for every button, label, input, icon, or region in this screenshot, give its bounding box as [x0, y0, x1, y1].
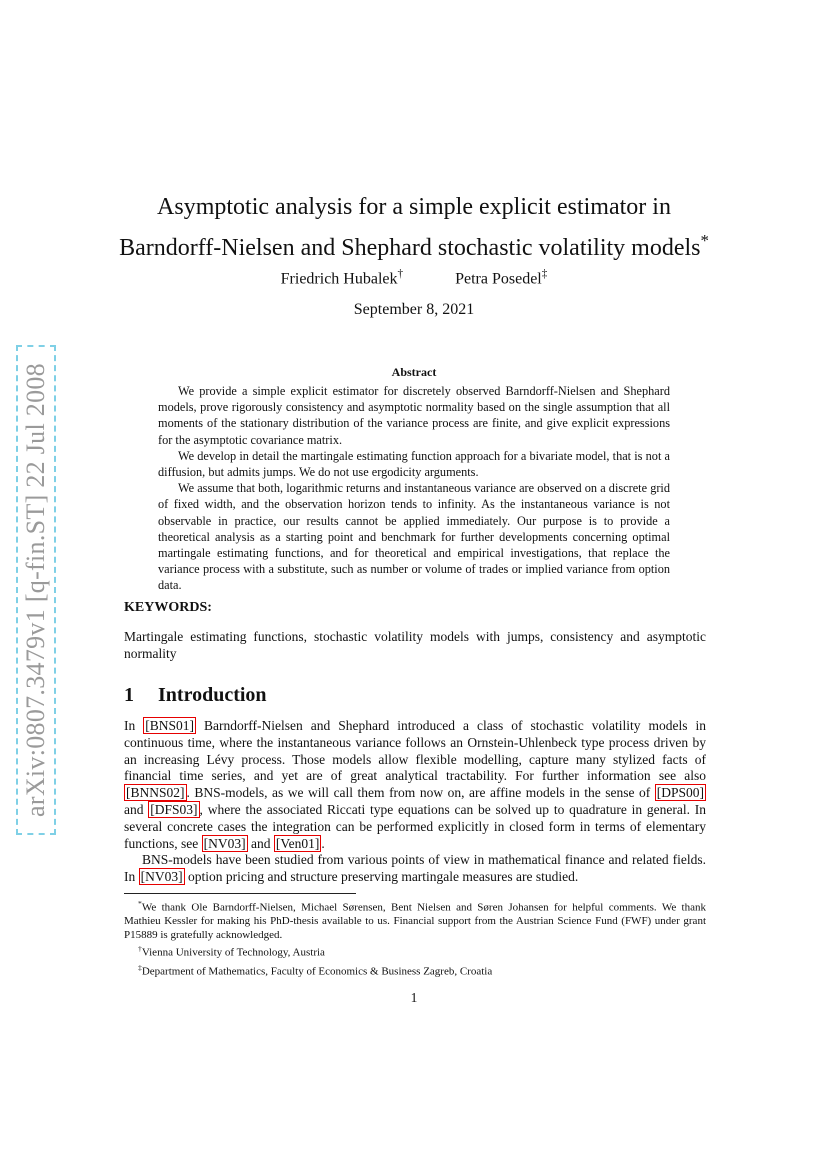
section-heading-introduction — [124, 684, 267, 707]
footnote-mark: ‡ — [138, 962, 142, 972]
intro-paragraph-1 — [124, 718, 706, 852]
paper-date: September 8, 2021 — [353, 301, 475, 318]
author-hubalek — [281, 268, 403, 288]
section-number: 1 — [124, 684, 134, 706]
citation-link-nv03[interactable]: [NV03] — [140, 869, 183, 885]
keywords-text: Martingale estimating functions, stochastic volatility models with jumps, consistency and asymptotic normality — [124, 629, 706, 661]
author-name: Petra Posedel — [455, 270, 542, 288]
footnote-affiliation-posedel — [124, 961, 706, 979]
abstract-body — [158, 383, 670, 594]
text-run: . — [321, 835, 325, 851]
title-line-1: Asymptotic analysis for a simple explicit estimator in — [157, 194, 671, 220]
author-name: Friedrich Hubalek — [280, 270, 398, 288]
citation-link-nv03[interactable]: [NV03] — [203, 835, 246, 851]
footnote-text: Vienna University of Technology, Austria — [141, 947, 325, 960]
footnote-text: We thank Ole Barndorff-Nielsen, Michael Sørensen, Bent Nielsen and Søren Johansen for helpful comments. We thank Mathieu Kessler for making his PhD-thesis available to us. Financial support from the Austrian Science Fund (FWF) under grant P15889 is gratefully acknowledged. — [124, 901, 706, 941]
text-run: and — [247, 835, 274, 851]
keywords-heading: KEYWORDS: — [124, 600, 212, 615]
footnote-mark: * — [138, 899, 142, 908]
abstract-paragraph: We provide a simple explicit estimator for discretely observed Barndorff-Nielsen and Shephard models, prove rigorously consistency and asymptotic normality based on the single assumption that all moments of the stationary distribution of the variance process are finite, and give explicit expressions for the asymptotic covariance matrix. — [158, 384, 670, 447]
citation-link-bns01[interactable]: [BNS01] — [145, 718, 195, 733]
abstract-paragraph: We assume that both, logarithmic returns and instantaneous variance are observed on a discrete grid of fixed width, and the observation horizon tends to infinity. As the instantaneous variance is not observable in practice, our results cannot be applied immediately. Our purpose is to provide a theoretical analysis as a starting point and benchmark for further developments concerning optimal martingale estimating functions, and for theoretical and empirical investigations, that replace the variance process with a substitute, such as number or volume of trades or implied variance from option data. — [158, 481, 670, 593]
paper-title — [100, 190, 728, 265]
author-affiliation-mark[interactable]: † — [397, 268, 404, 280]
abstract-paragraph: We develop in detail the martingale estimating function approach for a bivariate model, that is not a diffusion, but admits jumps. We do not use ergodicity arguments. — [158, 448, 670, 480]
author-list — [0, 268, 828, 288]
footnotes — [124, 897, 706, 979]
section-title: Introduction — [158, 684, 267, 706]
footnote-mark: † — [138, 944, 142, 954]
citation-link-bnns02[interactable]: [BNNS02] — [126, 785, 185, 801]
footnote-divider — [124, 893, 356, 894]
citation-link-dfs03[interactable]: [DFS03] — [150, 801, 198, 817]
text-run: Barndorff-Nielsen and Shephard introduced a class of stochastic volatility models in continuous time, where the instantaneous variance follows an Ornstein-Uhlenbeck type process driven by an increasing Lévy process. Those models allow flexible modelling, capture many stylized facts of financial time series, and yet are of great analytical tractability. For further information see also — [124, 718, 707, 784]
author-posedel — [455, 268, 547, 288]
text-run: In — [124, 718, 144, 733]
citation-link-ven01[interactable]: [Ven01] — [275, 835, 320, 851]
arxiv-identifier-text: arXiv:0807.3479v1 [q-fin.ST] 22 Jul 2008 — [21, 363, 50, 817]
text-run: BNS-models have been studied from various points of view in mathematical finance and related fields. In — [124, 852, 706, 885]
introduction-body — [124, 718, 706, 886]
title-line-2: Barndorff-Nielsen and Shephard stochastic volatility models — [119, 235, 701, 261]
text-run: option pricing and structure preserving martingale measures are studied. — [184, 869, 579, 885]
citation-link-dps00[interactable]: [DPS00] — [656, 785, 704, 801]
author-affiliation-mark[interactable]: ‡ — [541, 268, 548, 280]
page-number: 1 — [410, 990, 418, 1005]
footnote-affiliation-hubalek — [124, 942, 706, 960]
text-run: . BNS-models, as we will call them from now on, are affine models in the sense of — [186, 785, 655, 801]
abstract-heading: Abstract — [391, 365, 437, 379]
text-run: and — [124, 801, 149, 817]
intro-paragraph-2 — [124, 852, 706, 886]
arxiv-identifier-stamp[interactable] — [16, 345, 56, 835]
footnote-acknowledgements — [124, 897, 706, 942]
footnote-text: Department of Mathematics, Faculty of Economics & Business Zagreb, Croatia — [141, 965, 493, 978]
title-footnote-mark[interactable]: * — [700, 231, 709, 250]
text-run: , where the associated Riccati type equations can be solved up to quadrature in general. In several concrete cases the integration can be performed explicitly in closed form in terms of elementary functions, see — [124, 801, 706, 851]
